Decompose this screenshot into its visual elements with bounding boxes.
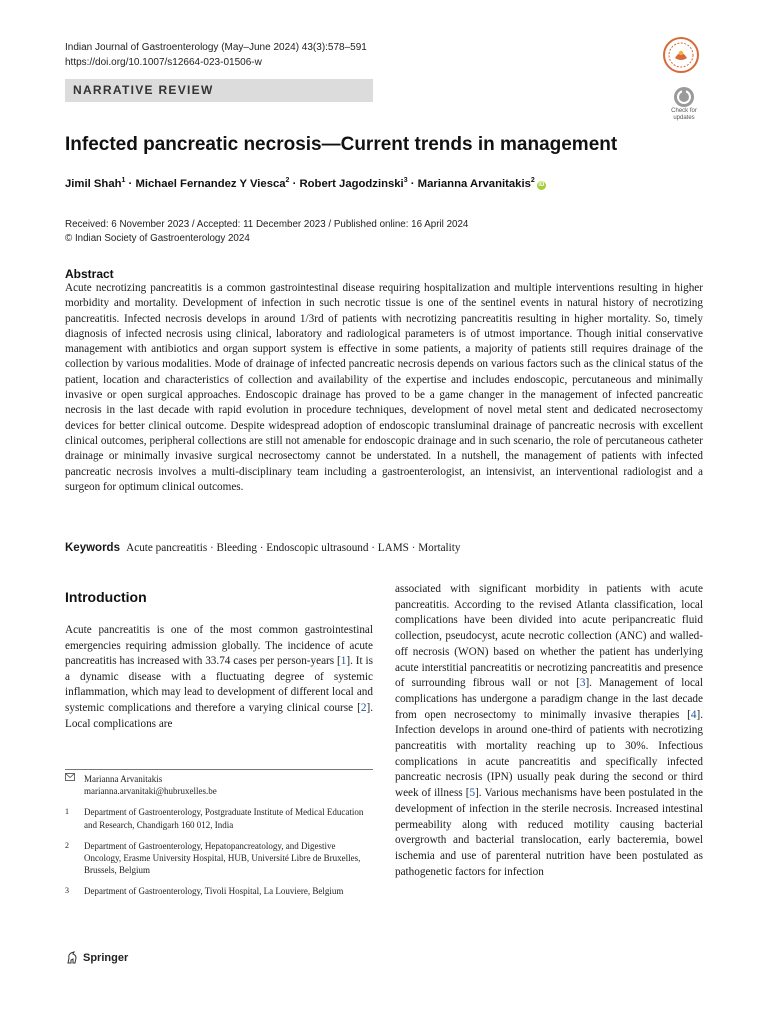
journal-name-line: Indian Journal of Gastroenterology (May–June 2024) 43(3):578–591 xyxy=(65,42,367,53)
affiliation-text: Department of Gastroenterology, Postgraduate Institute of Medical Education and Research, Chandigarh 160 012, India xyxy=(84,807,364,830)
body-text: ]. It is a dynamic disease with a fluctuating degree of systemic inflammation, which may lead to development of different local and systemic complications and therefore a varying clinical course [ xyxy=(65,655,373,714)
publisher-footer xyxy=(65,951,128,965)
author-name[interactable]: Jimil Shah xyxy=(65,177,122,190)
affiliation-text: Department of Gastroenterology, Tivoli Hospital, La Louviere, Belgium xyxy=(84,886,344,897)
body-text: ]. Various mechanisms have been postulated in the development of infection in the sterile necrosis. Increased intestinal permeability along with reduced motility causing bacterial overgrowth and bacterial translocation, early bacteremia, bowel ischemia and use of parenteral nutrition have been postulated as pathogenetic factors for infection xyxy=(395,787,703,878)
body-text: ]. Local complications are xyxy=(65,701,373,730)
keywords-line xyxy=(65,542,460,554)
check-updates-icon xyxy=(665,85,703,109)
author-affiliation-mark: 3 xyxy=(403,177,408,184)
affiliation-number: 3 xyxy=(65,886,69,896)
corresponding-author-name: Marianna Arvanitakis xyxy=(84,774,163,784)
journal-citation xyxy=(65,40,367,70)
footnotes xyxy=(65,773,373,907)
introduction-right-column xyxy=(395,582,703,880)
keywords-list: Acute pancreatitis · Bleeding · Endoscopic ultrasound · LAMS · Mortality xyxy=(126,542,461,554)
citation-link[interactable]: 4 xyxy=(690,708,697,721)
corresponding-author-note xyxy=(65,773,373,797)
publication-history xyxy=(65,218,468,246)
corresponding-author-email[interactable]: marianna.arvanitaki@hubruxelles.be xyxy=(84,786,217,797)
doi-link[interactable]: https://doi.org/10.1007/s12664-023-01506-w xyxy=(65,57,262,68)
body-text: Acute pancreatitis is one of the most common gastrointestinal emergencies requiring admission globally. The incidence of acute pancreatitis has increased with 33.74 cases per person-years [ xyxy=(65,624,373,668)
author-separator: · xyxy=(407,177,418,190)
publication-dates: Received: 6 November 2023 / Accepted: 11 December 2023 / Published online: 16 April 2024 xyxy=(65,219,469,230)
springer-horse-icon xyxy=(65,951,79,965)
check-for-updates-button[interactable] xyxy=(665,85,703,123)
author-affiliation-mark: 1 xyxy=(121,177,126,184)
check-updates-label: Check for updates xyxy=(671,108,697,121)
society-logo-icon xyxy=(662,36,700,74)
author-separator: · xyxy=(289,177,300,190)
abstract-text: Acute necrotizing pancreatitis is a common gastrointestinal disease requiring hospitalization and multiple interventions resulting in higher morbidity and mortality. Development of infection in such necrotic tissue is one of the sentinel events in natural history of necrotizing pancreatitis. Infected necrosis develops in around 1/3rd of patients with necrotizing pancreatitis resulting in higher mortality. So, timely diagnosis of infected necrosis using clinical, laboratory and radiological parameters is of utmost importance. Though initial conservative management with antibiotics and organ support system is effective in some patients, a majority of patients still requires drainage of the collection by various modalities. Mode of drainage of infected pancreatic necrosis depends on various factors such as the clinical status of the patient, location and characteristics of collection and availability of the expertise and includes endoscopic, percutaneous and minimally invasive or open surgical approaches. Endoscopic drainage has proved to be a game changer in the management of infected pancreatic necrosis in the last decade with rapid evolution in procedure techniques, development of novel metal stent and dedicated necrosectomy devices for better clinical outcome. Despite widespread adoption of endoscopic transluminal drainage of pancreatic necrosis with excellent clinical outcomes, peripheral collections are still not amenable for endoscopic drainage and in such scenario, the role of percutaneous catheter drainage or minimally invasive surgical necrosectomy cannot be understated. In a nutshell, the management of patients with infected pancreatic necrosis involves a multi-disciplinary team including a gastroenterologist, an intensivist, an interventional radiologist and a surgeon for optimum clinical outcomes. xyxy=(65,282,703,493)
introduction-left-column xyxy=(65,623,373,732)
envelope-icon xyxy=(65,773,84,797)
citation-link[interactable]: 5 xyxy=(469,787,476,800)
author-name[interactable]: Robert Jagodzinski xyxy=(299,177,404,190)
keywords-label: Keywords xyxy=(65,542,120,554)
article-type-banner: NARRATIVE REVIEW xyxy=(65,79,373,102)
author-name[interactable]: Michael Fernandez Y Viesca xyxy=(135,177,286,190)
publisher-name: Springer xyxy=(83,952,129,964)
citation-link[interactable]: 2 xyxy=(360,701,367,714)
citation-link[interactable]: 3 xyxy=(579,677,586,690)
copyright-line: © Indian Society of Gastroenterology 2024 xyxy=(65,233,250,244)
body-text: ]. Management of local complications has undergone a paradigm change in the last decade from open necrosectomy to minimally invasive therapies [ xyxy=(395,677,703,721)
author-affiliation-mark: 2 xyxy=(285,177,290,184)
affiliation-note xyxy=(65,840,373,877)
author-name[interactable]: Marianna Arvanitakis xyxy=(417,177,531,190)
article-title: Infected pancreatic necrosis—Current trends in management xyxy=(65,134,618,155)
orcid-icon[interactable]: iD xyxy=(538,181,545,188)
body-text: ]. Infection develops in around one-third of patients with necrotizing pancreatitis with mortality reaching up to 30%. Infectious complications in acute pancreatitis and specifically infected pancreatic necrosis (IPN) usually peak during the second or third week of illness [ xyxy=(395,708,703,800)
affiliation-text: Department of Gastroenterology, Hepatopancreatology, and Digestive Oncology, Erasme University Hospital, HUB, Université Libre de Bruxelles, Brussels, Belgium xyxy=(84,840,361,876)
affiliation-note xyxy=(65,885,373,897)
abstract-heading: Abstract xyxy=(65,267,114,281)
citation-link[interactable]: 1 xyxy=(340,655,347,668)
introduction-heading: Introduction xyxy=(65,589,147,605)
author-affiliation-mark: 2 xyxy=(530,177,535,184)
body-text: associated with significant morbidity in patients with acute pancreatitis. According to the revised Atlanta classification, local complications have been divided into acute peripancreatic fluid collection, pseudocyst, acute necrotic collection (ANC) and walled-off necrosis (WON) based on whether the patient has underlying acute interstitial pancreatitis or necrotizing pancreatitis and presence of surrounding fibrous wall or not [ xyxy=(395,583,703,690)
author-separator: · xyxy=(125,177,136,190)
affiliation-number: 2 xyxy=(65,840,69,850)
author-list xyxy=(65,177,546,190)
affiliation-note xyxy=(65,806,373,830)
affiliation-number: 1 xyxy=(65,807,69,817)
footnote-divider xyxy=(65,769,373,770)
